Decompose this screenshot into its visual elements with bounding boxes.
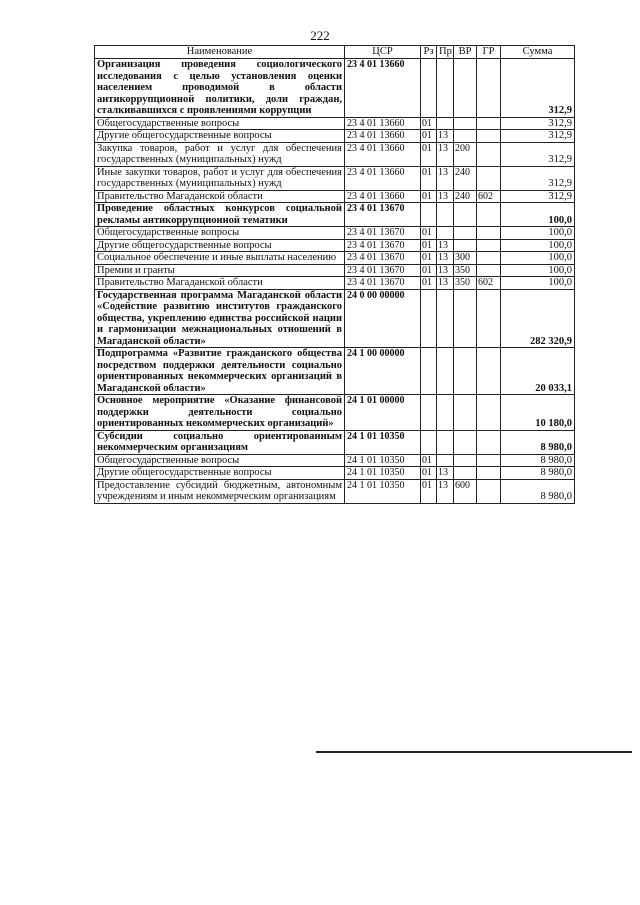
cell-pr: [437, 454, 454, 467]
cell-vr: 350: [454, 264, 477, 277]
cell-name: Премии и гранты: [95, 264, 345, 277]
cell-vr: [454, 430, 477, 454]
header-name: Наименование: [95, 46, 345, 59]
cell-gr: [477, 142, 501, 166]
header-sum: Сумма: [501, 46, 575, 59]
cell-vr: 240: [454, 166, 477, 190]
cell-vr: [454, 467, 477, 480]
table-header-row: [95, 46, 575, 59]
cell-gr: [477, 479, 501, 503]
cell-pr: [437, 289, 454, 348]
cell-rz: 01: [421, 239, 437, 252]
cell-name: Субсидии социально ориентированным некоммерческим организациям: [95, 430, 345, 454]
cell-name: Проведение областных конкурсов социальной рекламы антикоррупционной тематики: [95, 203, 345, 227]
cell-name: Основное мероприятие «Оказание финансовой поддержки деятельности социально ориентированных некоммерческих организаций»: [95, 395, 345, 431]
cell-sum: 282 320,9: [501, 289, 575, 348]
cell-csr: 23 4 01 13670: [345, 239, 421, 252]
header-pr: Пр: [437, 46, 454, 59]
cell-csr: 24 1 01 10350: [345, 454, 421, 467]
cell-rz: [421, 289, 437, 348]
cell-sum: 312,9: [501, 190, 575, 203]
cell-vr: [454, 289, 477, 348]
header-vr: ВР: [454, 46, 477, 59]
cell-rz: 01: [421, 190, 437, 203]
cell-pr: 13: [437, 190, 454, 203]
cell-gr: [477, 227, 501, 240]
table-row: [95, 264, 575, 277]
cell-vr: [454, 59, 477, 118]
cell-sum: 100,0: [501, 252, 575, 265]
cell-vr: [454, 454, 477, 467]
cell-pr: 13: [437, 252, 454, 265]
cell-rz: 01: [421, 227, 437, 240]
table-row: [95, 166, 575, 190]
cell-sum: 100,0: [501, 227, 575, 240]
table-row: [95, 277, 575, 290]
cell-pr: 13: [437, 264, 454, 277]
cell-name: Правительство Магаданской области: [95, 277, 345, 290]
cell-pr: [437, 227, 454, 240]
header-rz: Рз: [421, 46, 437, 59]
table-row: [95, 59, 575, 118]
cell-pr: [437, 430, 454, 454]
cell-vr: 300: [454, 252, 477, 265]
cell-gr: [477, 264, 501, 277]
cell-csr: 23 4 01 13660: [345, 142, 421, 166]
cell-gr: 602: [477, 277, 501, 290]
table-body: [95, 59, 575, 504]
table-row: [95, 130, 575, 143]
cell-vr: 200: [454, 142, 477, 166]
cell-pr: [437, 395, 454, 431]
cell-vr: 240: [454, 190, 477, 203]
cell-rz: 01: [421, 467, 437, 480]
table-row: [95, 454, 575, 467]
cell-rz: 01: [421, 117, 437, 130]
page-number: 222: [310, 28, 330, 43]
cell-csr: 23 4 01 13660: [345, 117, 421, 130]
cell-csr: 24 1 01 10350: [345, 430, 421, 454]
cell-sum: 312,9: [501, 117, 575, 130]
cell-rz: 01: [421, 277, 437, 290]
cell-sum: 8 980,0: [501, 430, 575, 454]
cell-gr: [477, 117, 501, 130]
cell-sum: 8 980,0: [501, 467, 575, 480]
cell-sum: 312,9: [501, 166, 575, 190]
cell-vr: [454, 130, 477, 143]
cell-vr: [454, 227, 477, 240]
cell-name: Другие общегосударственные вопросы: [95, 130, 345, 143]
cell-csr: 24 1 00 00000: [345, 348, 421, 395]
table-row: [95, 430, 575, 454]
cell-pr: [437, 59, 454, 118]
cell-gr: [477, 203, 501, 227]
cell-sum: 100,0: [501, 203, 575, 227]
cell-pr: 13: [437, 130, 454, 143]
cell-sum: 8 980,0: [501, 454, 575, 467]
cell-pr: [437, 348, 454, 395]
cell-pr: 13: [437, 277, 454, 290]
cell-sum: 100,0: [501, 277, 575, 290]
cell-vr: [454, 395, 477, 431]
footer-divider: [316, 751, 632, 753]
cell-csr: 23 4 01 13660: [345, 130, 421, 143]
cell-pr: 13: [437, 479, 454, 503]
cell-name: Социальное обеспечение и иные выплаты населению: [95, 252, 345, 265]
header-gr: ГР: [477, 46, 501, 59]
cell-name: Предоставление субсидий бюджетным, автономным учреждениям и иным некоммерческим организациям: [95, 479, 345, 503]
cell-name: Государственная программа Магаданской области «Содействие развитию институтов гражданского общества, укреплению единства российской нации и гармонизации межнациональных отношений в Магаданской области»: [95, 289, 345, 348]
cell-gr: [477, 252, 501, 265]
cell-csr: 24 0 00 00000: [345, 289, 421, 348]
cell-gr: [477, 430, 501, 454]
cell-csr: 24 1 01 10350: [345, 467, 421, 480]
table-row: [95, 142, 575, 166]
cell-sum: 10 180,0: [501, 395, 575, 431]
cell-pr: 13: [437, 467, 454, 480]
cell-gr: [477, 395, 501, 431]
cell-pr: [437, 203, 454, 227]
table-row: [95, 239, 575, 252]
cell-rz: [421, 59, 437, 118]
table-row: [95, 479, 575, 503]
cell-pr: 13: [437, 166, 454, 190]
cell-csr: 23 4 01 13660: [345, 166, 421, 190]
cell-sum: 312,9: [501, 59, 575, 118]
cell-rz: [421, 203, 437, 227]
table-row: [95, 467, 575, 480]
budget-table: [94, 45, 575, 504]
table-row: [95, 190, 575, 203]
cell-gr: [477, 454, 501, 467]
cell-sum: 100,0: [501, 239, 575, 252]
cell-name: Общегосударственные вопросы: [95, 117, 345, 130]
cell-rz: 01: [421, 130, 437, 143]
cell-csr: 23 4 01 13670: [345, 203, 421, 227]
cell-pr: [437, 117, 454, 130]
cell-csr: 23 4 01 13670: [345, 264, 421, 277]
cell-name: Правительство Магаданской области: [95, 190, 345, 203]
cell-gr: [477, 467, 501, 480]
cell-vr: 350: [454, 277, 477, 290]
cell-sum: 100,0: [501, 264, 575, 277]
cell-rz: 01: [421, 142, 437, 166]
cell-gr: [477, 239, 501, 252]
cell-csr: 23 4 01 13670: [345, 277, 421, 290]
cell-rz: 01: [421, 454, 437, 467]
table-row: [95, 252, 575, 265]
cell-rz: 01: [421, 166, 437, 190]
cell-csr: 23 4 01 13670: [345, 252, 421, 265]
table-row: [95, 203, 575, 227]
cell-name: Организация проведения социологического исследования с целью установления оценки населением проводимой в области антикоррупционной политики, доли граждан, сталкивавшихся с проявлениями коррупции: [95, 59, 345, 118]
table-row: [95, 395, 575, 431]
table-row: [95, 227, 575, 240]
cell-csr: 24 1 01 10350: [345, 479, 421, 503]
cell-name: Подпрограмма «Развитие гражданского общества посредством поддержки деятельности социально ориентированных некоммерческих организаций в Магаданской области»: [95, 348, 345, 395]
cell-name: Закупка товаров, работ и услуг для обеспечения государственных (муниципальных) нужд: [95, 142, 345, 166]
cell-rz: [421, 395, 437, 431]
table-row: [95, 117, 575, 130]
cell-sum: 312,9: [501, 130, 575, 143]
cell-sum: 8 980,0: [501, 479, 575, 503]
cell-vr: [454, 203, 477, 227]
cell-vr: [454, 117, 477, 130]
cell-vr: [454, 239, 477, 252]
table-row: [95, 289, 575, 348]
cell-sum: 20 033,1: [501, 348, 575, 395]
cell-name: Другие общегосударственные вопросы: [95, 239, 345, 252]
cell-vr: 600: [454, 479, 477, 503]
cell-csr: 24 1 01 00000: [345, 395, 421, 431]
cell-gr: [477, 348, 501, 395]
cell-rz: 01: [421, 252, 437, 265]
cell-gr: 602: [477, 190, 501, 203]
cell-name: Общегосударственные вопросы: [95, 227, 345, 240]
table-row: [95, 348, 575, 395]
cell-vr: [454, 348, 477, 395]
cell-rz: [421, 348, 437, 395]
cell-name: Общегосударственные вопросы: [95, 454, 345, 467]
cell-pr: 13: [437, 142, 454, 166]
header-csr: ЦСР: [345, 46, 421, 59]
cell-gr: [477, 289, 501, 348]
cell-gr: [477, 59, 501, 118]
cell-sum: 312,9: [501, 142, 575, 166]
cell-csr: 23 4 01 13670: [345, 227, 421, 240]
cell-name: Иные закупки товаров, работ и услуг для обеспечения государственных (муниципальных) нужд: [95, 166, 345, 190]
cell-rz: 01: [421, 479, 437, 503]
cell-gr: [477, 130, 501, 143]
cell-csr: 23 4 01 13660: [345, 190, 421, 203]
cell-rz: [421, 430, 437, 454]
cell-pr: 13: [437, 239, 454, 252]
cell-rz: 01: [421, 264, 437, 277]
cell-csr: 23 4 01 13660: [345, 59, 421, 118]
cell-gr: [477, 166, 501, 190]
cell-name: Другие общегосударственные вопросы: [95, 467, 345, 480]
